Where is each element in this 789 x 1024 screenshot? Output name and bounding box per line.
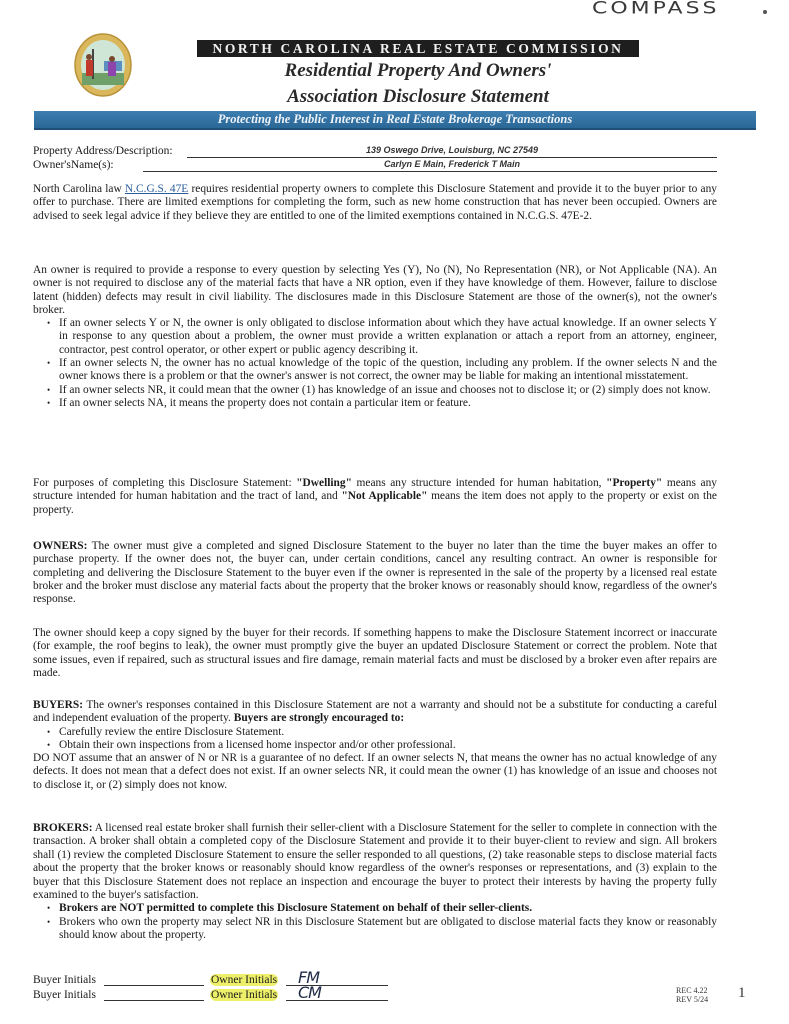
revision-info bbox=[676, 987, 708, 1004]
buyer-initials-field-1[interactable] bbox=[104, 985, 204, 986]
owner-initials-label-2: Owner Initials bbox=[211, 989, 278, 1001]
initials-row-2 bbox=[33, 983, 393, 1002]
buyer-initials-field-2[interactable] bbox=[104, 1000, 204, 1001]
definitions-text-2: means any structure intended for human habitation, bbox=[351, 477, 607, 489]
brand-dot bbox=[763, 10, 767, 14]
buyers-warning: DO NOT assume that an answer of N or NR is a guarantee of no defect. If an owner selects N, that means the owner has no actual knowledge of any defects. It does not mean that a defect does not exist. If an owner selects NR, it could mean the owner (1) has knowledge of an issue and chooses not to disclose it, or (2) simply does not know. bbox=[33, 752, 717, 791]
buyers-bullet-list bbox=[33, 726, 717, 753]
responses-bullet-nr: • If an owner selects NR, it could mean that the owner (1) has knowledge of an issue and chooses not to disclose it; or (2) simply does not know. bbox=[51, 384, 717, 397]
initials-row-1 bbox=[33, 968, 393, 987]
responses-bullet-na: • If an owner selects NA, it means the property does not contain a particular item or feature. bbox=[51, 397, 717, 410]
buyer-initials-label-2: Buyer Initials bbox=[33, 989, 96, 1001]
responses-section bbox=[33, 264, 717, 410]
buyers-encourage: Buyers are strongly encouraged to: bbox=[233, 712, 405, 725]
definitions-text-1: For purposes of completing this Disclosure Statement: bbox=[33, 477, 297, 489]
responses-paragraph: An owner is required to provide a response to every question by selecting Yes (Y), No (N), No Representation (NR), or Not Applicable (NA). An owner is not required to disclose any of the material facts that have a NR option, even if they have knowledge of them. However, failure to disclose latent (hidden) defects may result in civil liability. The disclosures made in this Disclosure Statement are those of the owner(s), not the owner's broker. bbox=[33, 264, 717, 316]
owner-names-label: Owner'sName(s): bbox=[33, 159, 114, 171]
definitions-paragraph bbox=[33, 477, 717, 517]
property-address-value[interactable]: 139 Oswego Drive, Louisburg, NC 27549 bbox=[365, 145, 539, 155]
intro-text-end: requires residential property owners to complete this Disclosure Statement and provide it to the buyer prior to any offer to purchase. There are limited exemptions for completing the form, such as new home construction that has never been occupied. Owners are advised to seek legal advice if they believe they are entitled to one of the limited exemptions contained in N.C.G.S. 47E-2. bbox=[33, 183, 717, 222]
responses-bullet-list bbox=[33, 317, 717, 410]
buyers-section bbox=[33, 699, 717, 792]
brokers-section bbox=[33, 822, 717, 943]
brokers-bullet-list bbox=[33, 902, 717, 942]
buyers-bullet-review: • Carefully review the entire Disclosure Statement. bbox=[51, 726, 717, 739]
owners-section bbox=[33, 540, 717, 606]
buyers-bullet-inspect: • Obtain their own inspections from a licensed home inspector and/or other professional. bbox=[51, 739, 717, 752]
buyers-heading: BUYERS: bbox=[33, 699, 84, 711]
buyer-initials-label-1: Buyer Initials bbox=[33, 974, 96, 986]
brokers-paragraph: A licensed real estate broker shall furnish their seller-client with a Disclosure Statement for the seller to complete in connection with the transaction. A broker shall obtain a completed copy of the Disclosure Statement and provide it to their buyer-client to review and sign. All brokers shall (1) review the completed Disclosure Statement to ensure the seller responded to all questions, (2) take reasonable steps to disclose material facts about the property that the broker knows or reasonably should know regardless of the owner's responses or representations, and (3) explain to the buyer that this Disclosure Statement does not replace an inspection and encourage the buyer to protect their interests by having the property fully examined to the buyer's satisfaction. bbox=[33, 822, 717, 902]
owner-initials-label-1: Owner Initials bbox=[211, 974, 278, 986]
brokers-bullet-not-permitted: Brokers are NOT permitted to complete this Disclosure Statement on behalf of their seller-clients. bbox=[59, 902, 533, 915]
rev-code-2: REV 5/24 bbox=[676, 994, 709, 1004]
intro-paragraph bbox=[33, 183, 717, 223]
property-address-label: Property Address/Description: bbox=[33, 145, 173, 157]
ncgs-47e-link[interactable]: N.C.G.S. 47E bbox=[124, 183, 189, 195]
owners-paragraph-1: The owner must give a completed and signed Disclosure Statement to the buyer no later than the time the buyer makes an offer to purchase property. If the owner does not, the buyer can, under certain conditions, cancel any resulting contract. An owner is responsible for completing and delivering the Disclosure Statement to the buyer even if the owner is represented in the sale of the property by a licensed real estate broker and the broker must disclose any material facts about the property that the broker knows or reasonably should know, regardless of the owner's response. bbox=[33, 540, 717, 606]
brokers-bullet-own-property: • Brokers who own the property may select NR in this Disclosure Statement but are obligated to disclose material facts they know or reasonably should know about the property. bbox=[51, 916, 717, 943]
document-title-line-2: Association Disclosure Statement bbox=[287, 86, 549, 107]
owner-names-value[interactable]: Carlyn E Main, Frederick T Main bbox=[383, 159, 521, 169]
responses-bullet-y-n: • If an owner selects Y or N, the owner is only obligated to disclose information about which they have actual knowledge. If an owner selects Y in response to any question about a problem, the owner must provide a written explanation or attach a report from an attorney, engineer, contractor, pest control operator, or other expert or public agency describing it. bbox=[51, 317, 717, 357]
term-not-applicable: "Not Applicable" bbox=[341, 490, 428, 503]
nc-state-seal-icon bbox=[74, 33, 132, 97]
responses-bullet-n: • If an owner selects N, the owner has no actual knowledge of the topic of the question, including any problem. If the owner selects N and the owner knows there is a problem or that the owner's answer is not correct, the owner may be liable for making an intentional misstatement. bbox=[51, 357, 717, 384]
definitions-text-4: means the item does not apply to the property or exist on the property. bbox=[33, 490, 717, 516]
buyers-intro: The owner's responses contained in this Disclosure Statement are not a warranty and should not be a substitute for conducting a careful and independent evaluation of the property. bbox=[33, 699, 717, 725]
term-property: "Property" bbox=[606, 477, 663, 489]
intro-text-start: North Carolina law bbox=[33, 183, 125, 195]
owner-names-line bbox=[143, 171, 717, 172]
page-number: 1 bbox=[738, 985, 746, 1001]
document-title-line-1: Residential Property And Owners' bbox=[284, 60, 552, 81]
definitions-text-3: means any structure intended for human habitation and the tract of land, and bbox=[33, 477, 717, 503]
owners-heading: OWNERS: bbox=[33, 540, 88, 552]
compass-brand-logo: COMPASS bbox=[592, 0, 720, 18]
commission-header-bar: NORTH CAROLINA REAL ESTATE COMMISSION bbox=[197, 40, 639, 57]
tagline-banner: Protecting the Public Interest in Real Estate Brokerage Transactions bbox=[34, 111, 756, 130]
owners-paragraph-2-block bbox=[33, 627, 717, 680]
owner-names-row bbox=[33, 155, 717, 172]
term-dwelling: "Dwelling" bbox=[296, 477, 352, 489]
brokers-heading: BROKERS: bbox=[33, 822, 93, 834]
owner-initials-signature-2: CM bbox=[298, 983, 321, 1002]
rev-code-1: REC 4.22 bbox=[676, 986, 708, 995]
owners-paragraph-2: The owner should keep a copy signed by the buyer for their records. If something happens to make the Disclosure Statement incorrect or inaccurate (for example, the roof begins to leak), the owner must promptly give the buyer an updated Disclosure Statement or correct the problem. Note that some issues, even if repaired, such as structural issues and fire damage, remain material facts and must be disclosed by a broker even after repairs are made. bbox=[33, 627, 717, 679]
owner-initials-signature-1: FM bbox=[298, 968, 320, 987]
